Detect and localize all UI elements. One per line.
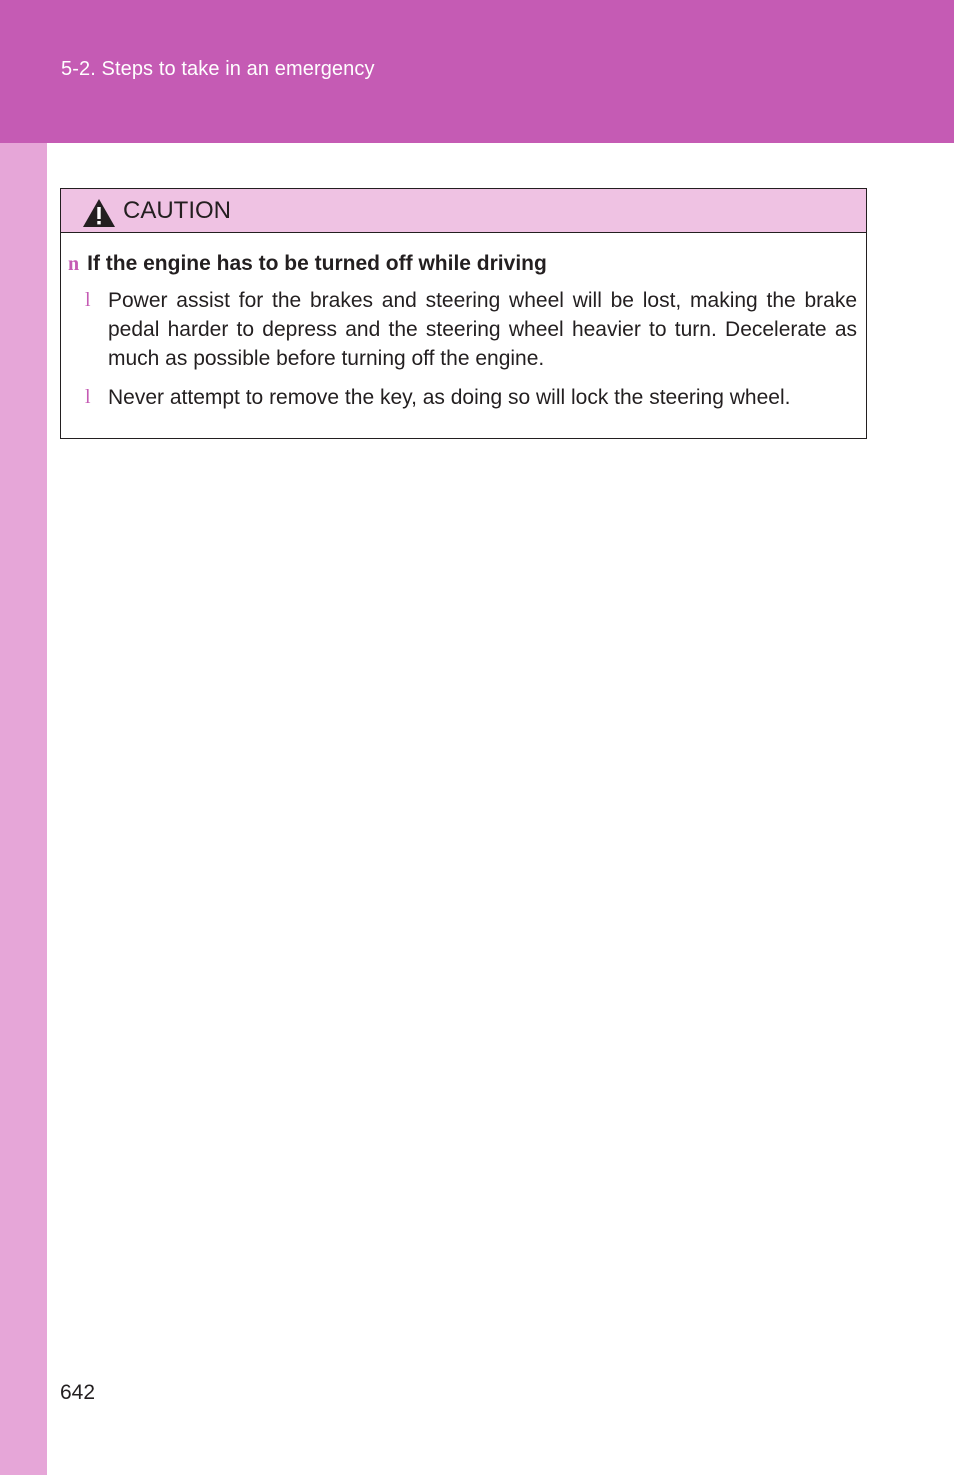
item-text: Never attempt to remove the key, as doing so will lock the steering wheel.: [108, 386, 791, 409]
caution-title: CAUTION: [123, 197, 231, 224]
item-bullet: l: [85, 289, 91, 311]
side-band: [0, 143, 47, 1475]
heading-bullet: n: [68, 253, 80, 275]
caution-heading: [68, 252, 547, 276]
item-bullet: l: [85, 386, 91, 408]
caution-heading-text: If the engine has to be turned off while driving: [87, 252, 547, 275]
list-item: [85, 286, 857, 373]
caution-box: [60, 188, 867, 439]
list-item: [85, 383, 857, 412]
section-title: 5-2. Steps to take in an emergency: [61, 58, 375, 80]
caution-header: [61, 189, 866, 233]
header-band: [0, 0, 954, 143]
item-text: Power assist for the brakes and steering wheel will be lost, making the brake pedal harder to depress and the steering wheel heavier to turn. Decelerate as much as possible before turning off the engine.: [108, 289, 857, 370]
page-number: 642: [60, 1381, 96, 1404]
warning-triangle-icon: [82, 198, 116, 228]
